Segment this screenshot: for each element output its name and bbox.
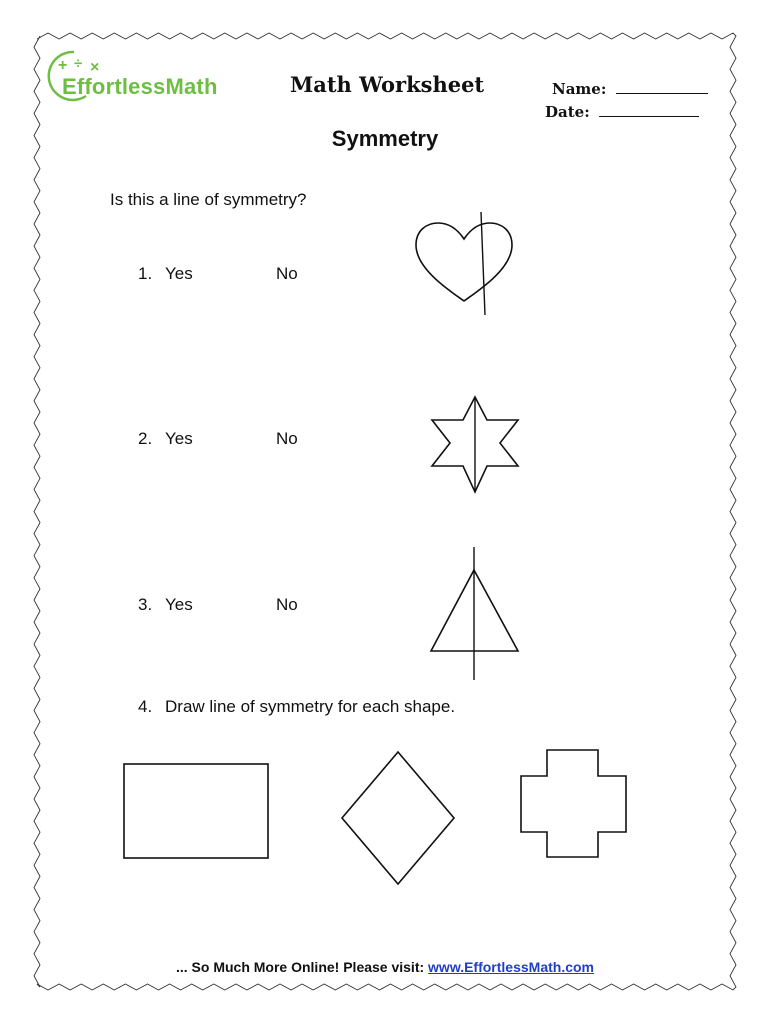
name-field[interactable] — [552, 80, 708, 98]
footer-link[interactable]: www.EffortlessMath.com — [428, 959, 594, 975]
date-field[interactable] — [545, 103, 699, 121]
symmetry-line-1 — [481, 212, 485, 315]
logo-text: EffortlessMath — [62, 74, 218, 99]
q2-yes-option[interactable]: Yes — [165, 429, 193, 448]
q1-yes-option[interactable]: Yes — [165, 264, 193, 283]
cross-shape[interactable] — [518, 748, 630, 860]
star-shape — [425, 395, 525, 495]
footer — [0, 959, 770, 975]
heart-shape — [410, 205, 520, 320]
topic-title: Symmetry — [331, 126, 439, 151]
svg-text:+: + — [58, 57, 68, 74]
worksheet-title: Math Worksheet — [290, 72, 485, 97]
footer-text: ... So Much More Online! Please visit: — [175, 959, 425, 975]
svg-text:÷: ÷ — [74, 55, 83, 72]
svg-text:×: × — [90, 59, 100, 76]
q1-no-option[interactable]: No — [276, 264, 298, 283]
diamond-shape[interactable] — [340, 750, 460, 890]
q3-no-option[interactable]: No — [276, 595, 298, 614]
q3-yes-option[interactable]: Yes — [165, 595, 193, 614]
q2-no-option[interactable]: No — [276, 429, 298, 448]
q4-number: 4. — [138, 697, 153, 716]
name-line[interactable] — [616, 81, 708, 94]
name-label: Name: — [552, 80, 607, 98]
triangle-shape — [425, 545, 525, 685]
q1-number: 1. — [138, 264, 153, 283]
date-label: Date: — [545, 103, 590, 121]
instructions: Is this a line of symmetry? — [110, 190, 307, 209]
date-line[interactable] — [599, 104, 699, 117]
q4-text: Draw line of symmetry for each shape. — [165, 697, 456, 716]
rectangle-shape[interactable] — [122, 762, 272, 862]
q3-number: 3. — [138, 595, 153, 614]
q2-number: 2. — [138, 429, 153, 448]
